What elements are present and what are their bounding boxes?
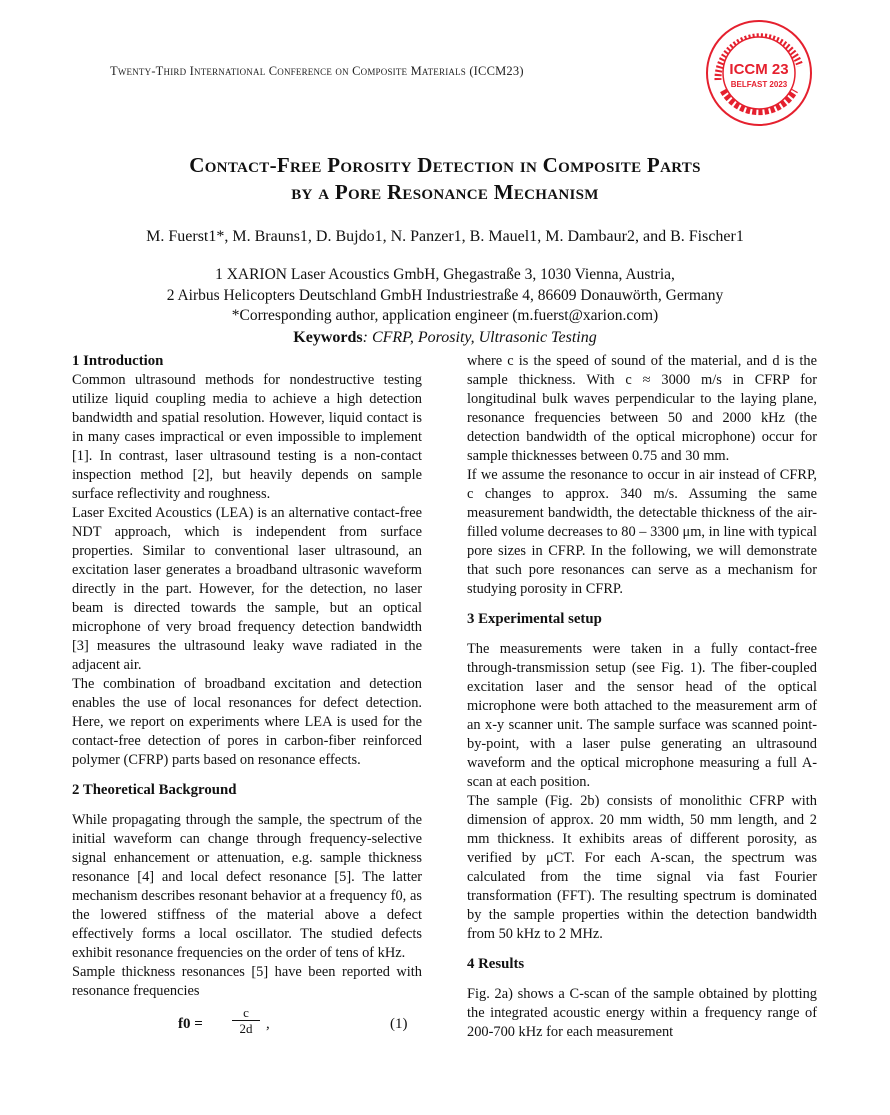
keywords-text: : CFRP, Porosity, Ultrasonic Testing (362, 329, 597, 346)
paragraph: The combination of broadband excitation and detection enables the use of local resonances for defect detection. Here, we report on experiments where LEA is used for the contact-free detection of pores in carbon-fiber reinforced polymer (CFRP) parts based on resonance effects. (72, 676, 422, 768)
equation-numerator: c (232, 1005, 260, 1021)
logo-line1: ICCM 23 (729, 61, 789, 78)
paragraph: If we assume the resonance to occur in air instead of CFRP, c changes to approx. 340 m/s. Assuming the same measurement bandwidth, the detectable thickness of the air-filled volume decreases to 80 – 3300 μm, in line with typical pore sizes in CFRP. In the following, we will demonstrate that such pore resonances can serve as a mechanism for studying porosity in CFRP. (467, 467, 817, 597)
equation-lhs: f0 = (178, 1016, 203, 1032)
affiliations (60, 265, 830, 327)
paper-title (80, 152, 810, 206)
paragraph: Sample thickness resonances [5] have been reported with resonance frequencies (72, 964, 422, 999)
paragraph: While propagating through the sample, the spectrum of the initial waveform can change through frequency-selective signal enhancement or attenuation, e.g. sample thickness resonance [4] and local defect resonance [5]. The latter mechanism describes resonant behavior at a frequency f0, as the lowered stiffness of the material above a defect effectively forms a local oscillator. The studied defects exhibit resonance frequencies on the order of tens of kHz. (72, 812, 422, 961)
equation-number: (1) (390, 1016, 408, 1032)
paragraph: Common ultrasound methods for nondestructive testing utilize liquid coupling media to achieve a high detection bandwidth and spatial resolution. However, liquid contact is in many cases impractical or even impossible to implement [1]. In contrast, laser ultrasound testing is a non-contact inspection method [2], but heavily depends on sample surface reflectivity and roughness. (72, 372, 422, 502)
paragraph: The sample (Fig. 2b) consists of monolithic CFRP with dimension of approx. 20 mm width, 50 mm length, and 2 mm thickness. It exhibits areas of different porosity, as verified by μCT. For each A-scan, the spectrum was calculated from the time signal via fast Fourier transformation (FFT). The resulting spectrum is dominated by the sample properties within the detection bandwidth from 50 kHz to 2 MHz. (467, 793, 817, 942)
equation-fraction (232, 1005, 260, 1036)
section-heading-theory: 2 Theoretical Background (72, 782, 237, 798)
affiliation-2: 2 Airbus Helicopters Deutschland GmbH Industriestraße 4, 86609 Donauwörth, Germany (166, 286, 724, 304)
section-heading-introduction: 1 Introduction (72, 353, 164, 369)
affiliation-1: 1 XARION Laser Acoustics GmbH, Ghegastraße 3, 1030 Vienna, Austria, (215, 266, 675, 283)
iccm-logo-icon (704, 18, 814, 128)
right-column (467, 352, 817, 1042)
keywords-label: Keywords (293, 329, 363, 346)
corresponding-author: *Corresponding author, application engineer (m.fuerst@xarion.com) (231, 307, 659, 324)
paragraph: where c is the speed of sound of the material, and d is the sample thickness. With c ≈ 3000 m/s in CFRP for longitudinal bulk waves perpendicular to the laying plane, resonance frequencies between 50 and 2000 kHz (the detection bandwidth of the optical microphone) occur for sample thicknesses between 0.75 and 30 mm. (467, 353, 817, 464)
paragraph: Fig. 2a) shows a C-scan of the sample obtained by plotting the integrated acoustic energy within a frequency range of 200-700 kHz for each measurement (467, 986, 817, 1040)
title-line-2: by a Pore Resonance Mechanism (291, 180, 599, 204)
conference-logo (704, 18, 814, 128)
equation-1 (72, 1005, 422, 1041)
title-line-1: Contact-Free Porosity Detection in Composite Parts (189, 153, 701, 177)
keywords (60, 329, 830, 347)
paragraph: The measurements were taken in a fully contact-free through-transmission setup (see Fig. 1). The fiber-coupled excitation laser and the sensor head of the optical microphone were both attached to the measurement arm of an x-y scanner unit. The sample surface was scanned point-by-point, with a laser pulse generating an ultrasound waveform and the optical microphone measuring a full A-scan at each position. (467, 641, 817, 790)
running-header: Twenty-Third International Conference on Composite Materials (ICCM23) (110, 64, 524, 78)
author-list: M. Fuerst1*, M. Brauns1, D. Bujdo1, N. Panzer1, B. Mauel1, M. Dambaur2, and B. Fischer1 (146, 228, 744, 245)
equation-denominator: 2d (239, 1021, 253, 1036)
section-heading-results: 4 Results (467, 956, 525, 972)
left-column (72, 352, 422, 1041)
section-heading-setup: 3 Experimental setup (467, 611, 602, 627)
paragraph: Laser Excited Acoustics (LEA) is an alternative contact-free NDT approach, which is independent from surface properties. Similar to conventional laser ultrasound, an excitation laser generates a broadband ultrasonic waveform directly in the part. However, for the detection, no laser beam is directed towards the sample, but an optical microphone of very broad frequency detection bandwidth [3] measures the ultrasound leaky wave radiated in the adjacent air. (72, 505, 422, 673)
equation-comma: , (266, 1016, 270, 1032)
logo-line2: BELFAST 2023 (730, 80, 788, 89)
